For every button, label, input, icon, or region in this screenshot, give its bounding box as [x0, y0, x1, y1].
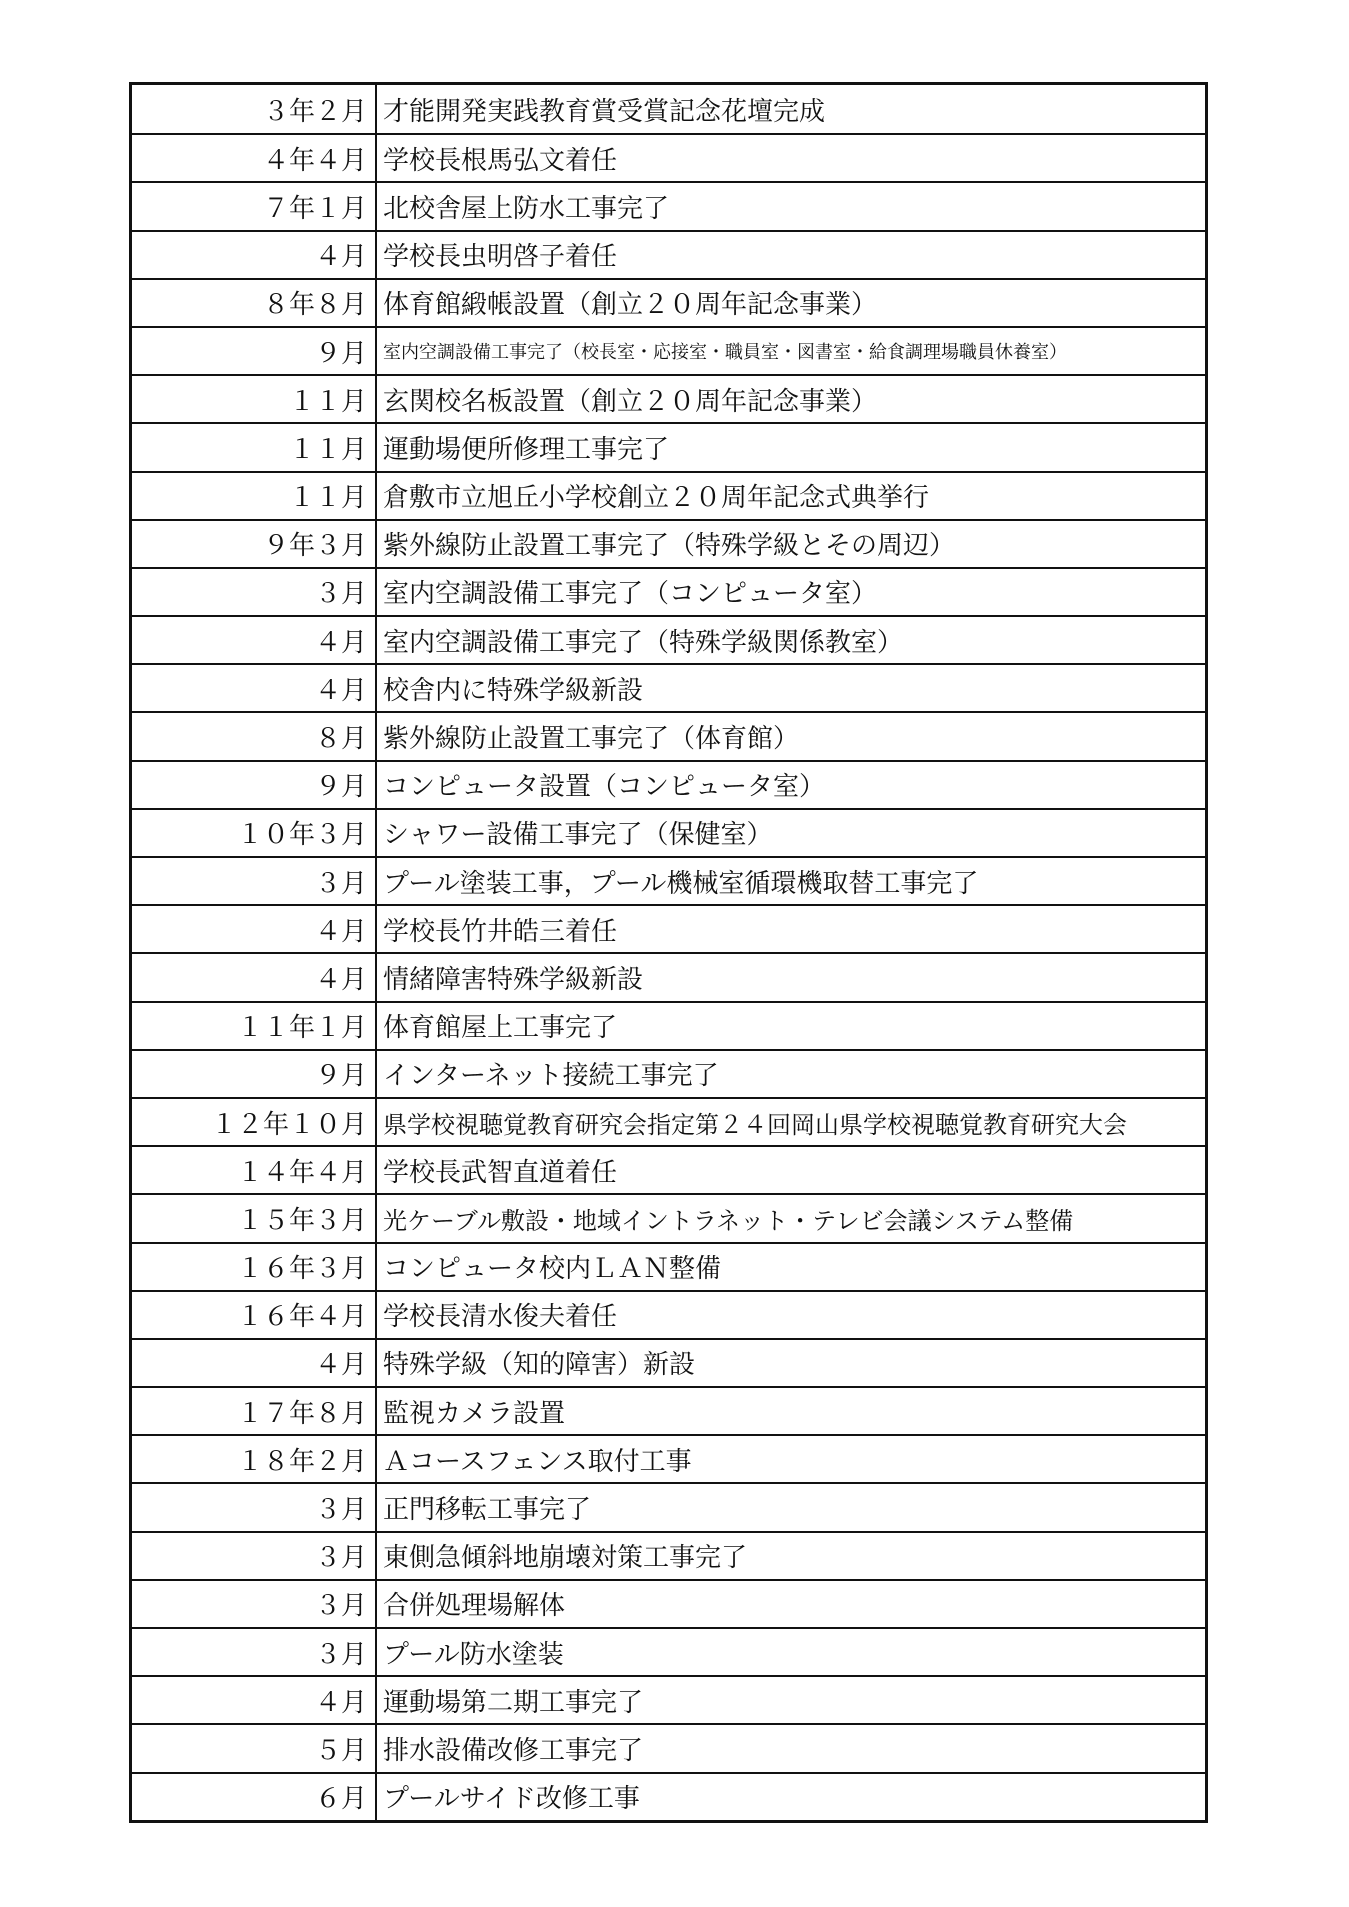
- row-date: １６年３月: [132, 1244, 377, 1290]
- row-date: ３月: [132, 569, 377, 615]
- row-date: １７年８月: [132, 1388, 377, 1434]
- row-event: 学校長清水俊夫着任: [383, 1302, 618, 1333]
- row-event: 運動場第二期工事完了: [383, 1687, 644, 1718]
- row-event: 情緒障害特殊学級新設: [383, 964, 644, 995]
- table-row: [132, 133, 1205, 181]
- table-row: [132, 615, 1205, 663]
- row-date: １６年４月: [132, 1292, 377, 1338]
- row-event: 合併処理場解体: [383, 1591, 566, 1622]
- table-row: [132, 230, 1205, 278]
- table-row: [132, 711, 1205, 759]
- row-event: 光ケーブル敷設・地域イントラネット・テレビ会議システム整備: [383, 1206, 1074, 1235]
- table-row: [132, 471, 1205, 519]
- row-date: １０年３月: [132, 810, 377, 856]
- row-date: ４月: [132, 232, 377, 278]
- table-row: [132, 519, 1205, 567]
- table-row: [132, 1193, 1205, 1241]
- row-event: 東側急傾斜地崩壊対策工事完了: [383, 1543, 748, 1574]
- row-event: コンピュータ設置（コンピュータ室）: [383, 772, 826, 803]
- row-date: ４月: [132, 954, 377, 1000]
- row-event: 室内空調設備工事完了（コンピュータ室）: [383, 579, 878, 610]
- table-row: [132, 1290, 1205, 1338]
- row-event: コンピュータ校内ＬＡＮ整備: [383, 1254, 722, 1285]
- row-event: 学校長虫明啓子着任: [383, 242, 618, 273]
- table-row: [132, 1772, 1205, 1820]
- table-row: [132, 567, 1205, 615]
- row-event: 運動場便所修理工事完了: [383, 434, 670, 465]
- table-row: [132, 1434, 1205, 1482]
- row-event: 監視カメラ設置: [383, 1398, 566, 1429]
- row-event: プールサイド改修工事: [383, 1784, 640, 1815]
- row-date: １４年４月: [132, 1147, 377, 1193]
- table-row: [132, 326, 1205, 374]
- row-date: ５月: [132, 1725, 377, 1771]
- table-row: [132, 1001, 1205, 1049]
- row-event: 県学校視聴覚教育研究会指定第２４回岡山県学校視聴覚教育研究大会: [383, 1110, 1127, 1139]
- row-date: ３年２月: [132, 85, 377, 133]
- row-event: 学校長武智直道着任: [383, 1157, 618, 1188]
- row-date: ７年１月: [132, 183, 377, 229]
- row-date: １５年３月: [132, 1195, 377, 1241]
- row-date: ３月: [132, 1484, 377, 1530]
- table-row: [132, 85, 1205, 133]
- row-date: ３月: [132, 858, 377, 904]
- table-row: [132, 1338, 1205, 1386]
- row-date: ４月: [132, 1677, 377, 1723]
- table-row: [132, 1482, 1205, 1530]
- row-event: シャワー設備工事完了（保健室）: [383, 820, 773, 851]
- table-row: [132, 422, 1205, 470]
- row-date: １８年２月: [132, 1436, 377, 1482]
- row-date: ４月: [132, 617, 377, 663]
- row-date: ９年３月: [132, 521, 377, 567]
- row-event: 紫外線防止設置工事完了（体育館）: [383, 724, 800, 755]
- row-event: 排水設備改修工事完了: [383, 1735, 644, 1766]
- row-event: 才能開発実践教育賞受賞記念花壇完成: [383, 96, 826, 127]
- row-date: ８年８月: [132, 280, 377, 326]
- table-row: [132, 856, 1205, 904]
- row-event: 室内空調設備工事完了（特殊学級関係教室）: [383, 627, 904, 658]
- row-event: 紫外線防止設置工事完了（特殊学級とその周辺）: [383, 531, 956, 562]
- row-event: Ａコースフェンス取付工事: [383, 1446, 692, 1477]
- row-date: １１月: [132, 473, 377, 519]
- row-date: １１月: [132, 376, 377, 422]
- row-event: 体育館屋上工事完了: [383, 1013, 618, 1044]
- row-date: ９月: [132, 328, 377, 374]
- table-row: [132, 1242, 1205, 1290]
- table-row: [132, 760, 1205, 808]
- row-date: ４月: [132, 1340, 377, 1386]
- row-date: １１年１月: [132, 1003, 377, 1049]
- row-event: プール塗装工事，プール機械室循環機取替工事完了: [383, 868, 979, 899]
- table-row: [132, 904, 1205, 952]
- row-event: 校舎内に特殊学級新設: [383, 675, 644, 706]
- row-date: ４年４月: [132, 135, 377, 181]
- row-event: 学校長竹井皓三着任: [383, 916, 618, 947]
- table-row: [132, 952, 1205, 1000]
- row-event: 正門移転工事完了: [383, 1495, 592, 1526]
- row-date: ９月: [132, 762, 377, 808]
- row-event: 体育館緞帳設置（創立２０周年記念事業）: [383, 290, 878, 321]
- row-date: ３月: [132, 1581, 377, 1627]
- row-event: 玄関校名板設置（創立２０周年記念事業）: [383, 386, 878, 417]
- row-event: 北校舎屋上防水工事完了: [383, 193, 670, 224]
- history-table: [129, 82, 1208, 1823]
- table-row: [132, 1386, 1205, 1434]
- row-event: インターネット接続工事完了: [383, 1061, 719, 1092]
- row-event: 室内空調設備工事完了（校長室・応接室・職員室・図書室・給食調理場職員休養室）: [383, 342, 1067, 364]
- table-row: [132, 1145, 1205, 1193]
- table-row: [132, 374, 1205, 422]
- table-row: [132, 1049, 1205, 1097]
- row-event: 倉敷市立旭丘小学校創立２０周年記念式典挙行: [383, 483, 930, 514]
- table-row: [132, 1531, 1205, 1579]
- table-row: [132, 1675, 1205, 1723]
- table-row: [132, 663, 1205, 711]
- row-date: １１月: [132, 424, 377, 470]
- table-row: [132, 1723, 1205, 1771]
- table-row: [132, 278, 1205, 326]
- row-date: ８月: [132, 713, 377, 759]
- row-date: １２年１０月: [132, 1099, 377, 1145]
- table-row: [132, 808, 1205, 856]
- row-date: ３月: [132, 1533, 377, 1579]
- table-row: [132, 1579, 1205, 1627]
- table-row: [132, 181, 1205, 229]
- table-row: [132, 1097, 1205, 1145]
- row-event: 特殊学級（知的障害）新設: [383, 1350, 696, 1381]
- row-date: ４月: [132, 906, 377, 952]
- row-date: ６月: [132, 1774, 377, 1820]
- table-row: [132, 1627, 1205, 1675]
- row-date: ４月: [132, 665, 377, 711]
- row-event: プール防水塗装: [383, 1639, 564, 1670]
- row-date: ９月: [132, 1051, 377, 1097]
- row-date: ３月: [132, 1629, 377, 1675]
- row-event: 学校長根馬弘文着任: [383, 145, 618, 176]
